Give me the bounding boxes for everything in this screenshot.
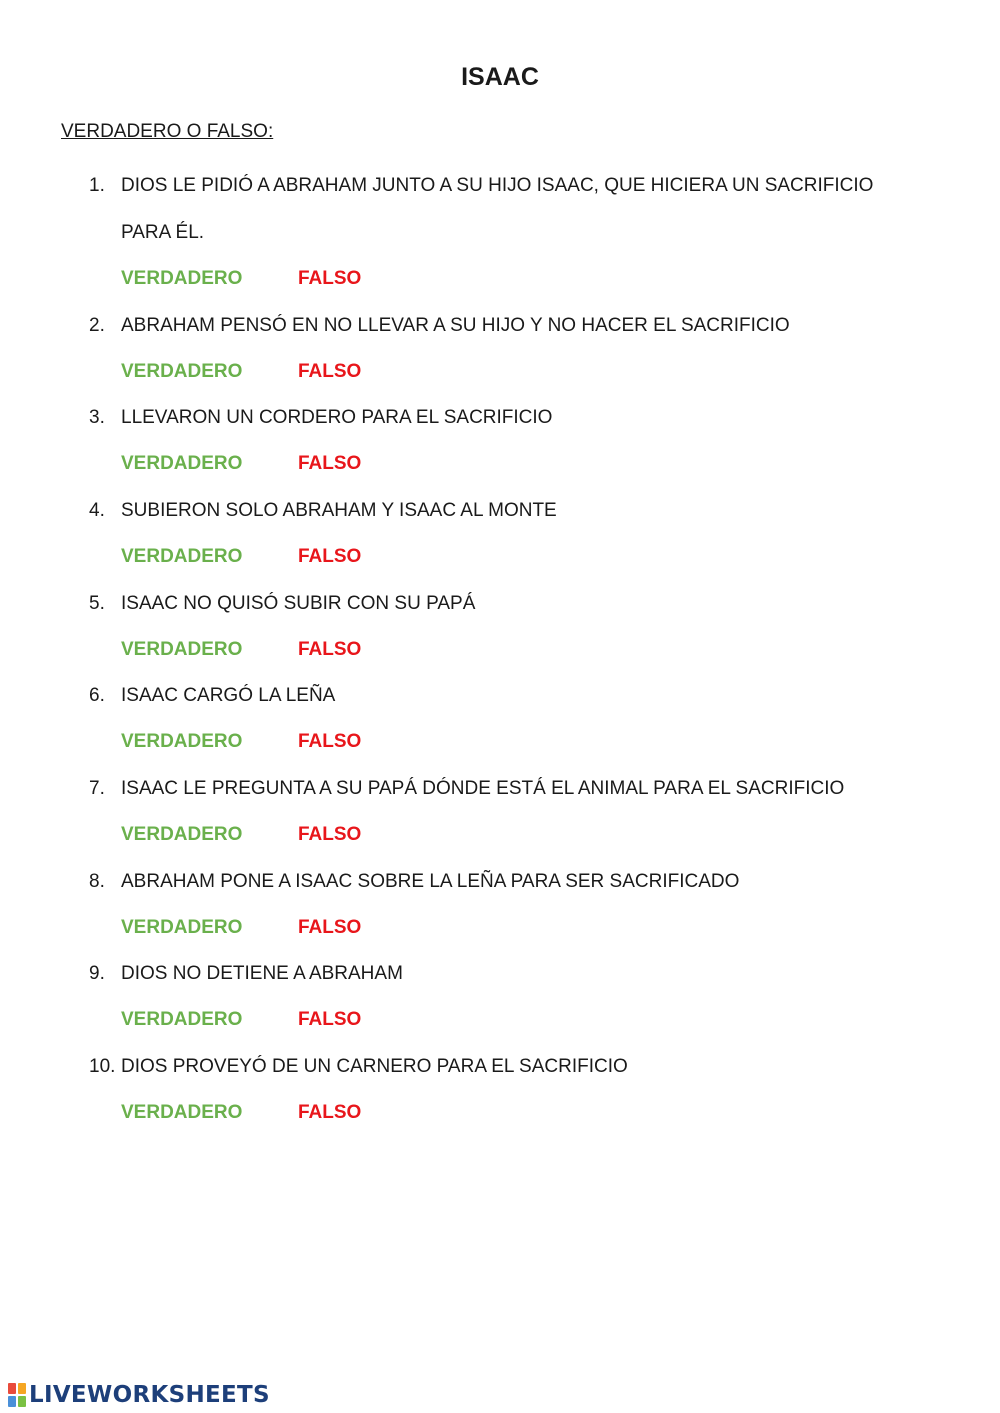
question-text: ABRAHAM PONE A ISAAC SOBRE LA LEÑA PARA SER SACRIFICADO	[121, 871, 740, 892]
option-verdadero[interactable]: VERDADERO	[121, 824, 243, 845]
option-falso[interactable]: FALSO	[298, 453, 362, 474]
option-verdadero[interactable]: VERDADERO	[121, 731, 243, 752]
option-falso[interactable]: FALSO	[298, 731, 362, 752]
option-verdadero[interactable]: VERDADERO	[121, 917, 243, 938]
option-falso[interactable]: FALSO	[298, 546, 362, 567]
option-verdadero[interactable]: VERDADERO	[121, 268, 243, 289]
option-falso[interactable]: FALSO	[298, 268, 362, 289]
question-text: DIOS LE PIDIÓ A ABRAHAM JUNTO A SU HIJO ISAAC, QUE HICIERA UN SACRIFICIO	[121, 175, 874, 196]
option-falso[interactable]: FALSO	[298, 1102, 362, 1123]
question-text: ABRAHAM PENSÓ EN NO LLEVAR A SU HIJO Y NO HACER EL SACRIFICIO	[121, 315, 790, 336]
option-verdadero[interactable]: VERDADERO	[121, 361, 243, 382]
option-verdadero[interactable]: VERDADERO	[121, 453, 243, 474]
option-verdadero[interactable]: VERDADERO	[121, 639, 243, 660]
question-number: 10.	[89, 1056, 116, 1077]
option-falso[interactable]: FALSO	[298, 824, 362, 845]
question-text: ISAAC NO QUISÓ SUBIR CON SU PAPÁ	[121, 593, 476, 614]
question-number: 3.	[89, 407, 105, 428]
option-verdadero[interactable]: VERDADERO	[121, 546, 243, 567]
question-text: LLEVARON UN CORDERO PARA EL SACRIFICIO	[121, 407, 553, 428]
question-number: 4.	[89, 500, 105, 521]
question-text: DIOS NO DETIENE A ABRAHAM	[121, 963, 403, 984]
option-falso[interactable]: FALSO	[298, 361, 362, 382]
question-number: 7.	[89, 778, 105, 799]
question-text: ISAAC LE PREGUNTA A SU PAPÁ DÓNDE ESTÁ EL ANIMAL PARA EL SACRIFICIO	[121, 778, 845, 799]
question-text-continued: PARA ÉL.	[121, 222, 205, 243]
liveworksheets-logo[interactable]	[8, 1381, 270, 1409]
option-verdadero[interactable]: VERDADERO	[121, 1102, 243, 1123]
question-text: DIOS PROVEYÓ DE UN CARNERO PARA EL SACRIFICIO	[121, 1056, 628, 1077]
question-number: 1.	[89, 175, 105, 196]
option-verdadero[interactable]: VERDADERO	[121, 1009, 243, 1030]
question-number: 5.	[89, 593, 105, 614]
question-number: 2.	[89, 315, 105, 336]
question-number: 8.	[89, 871, 105, 892]
question-text: ISAAC CARGÓ LA LEÑA	[121, 685, 336, 706]
instruction-heading: VERDADERO O FALSO:	[61, 121, 274, 142]
option-falso[interactable]: FALSO	[298, 639, 362, 660]
question-text: SUBIERON SOLO ABRAHAM Y ISAAC AL MONTE	[121, 500, 557, 521]
question-number: 6.	[89, 685, 105, 706]
page-title: ISAAC	[461, 63, 539, 91]
question-number: 9.	[89, 963, 105, 984]
option-falso[interactable]: FALSO	[298, 1009, 362, 1030]
logo-text: LIVEWORKSHEETS	[29, 1382, 270, 1408]
liveworksheets-blocks-icon	[8, 1383, 26, 1407]
option-falso[interactable]: FALSO	[298, 917, 362, 938]
